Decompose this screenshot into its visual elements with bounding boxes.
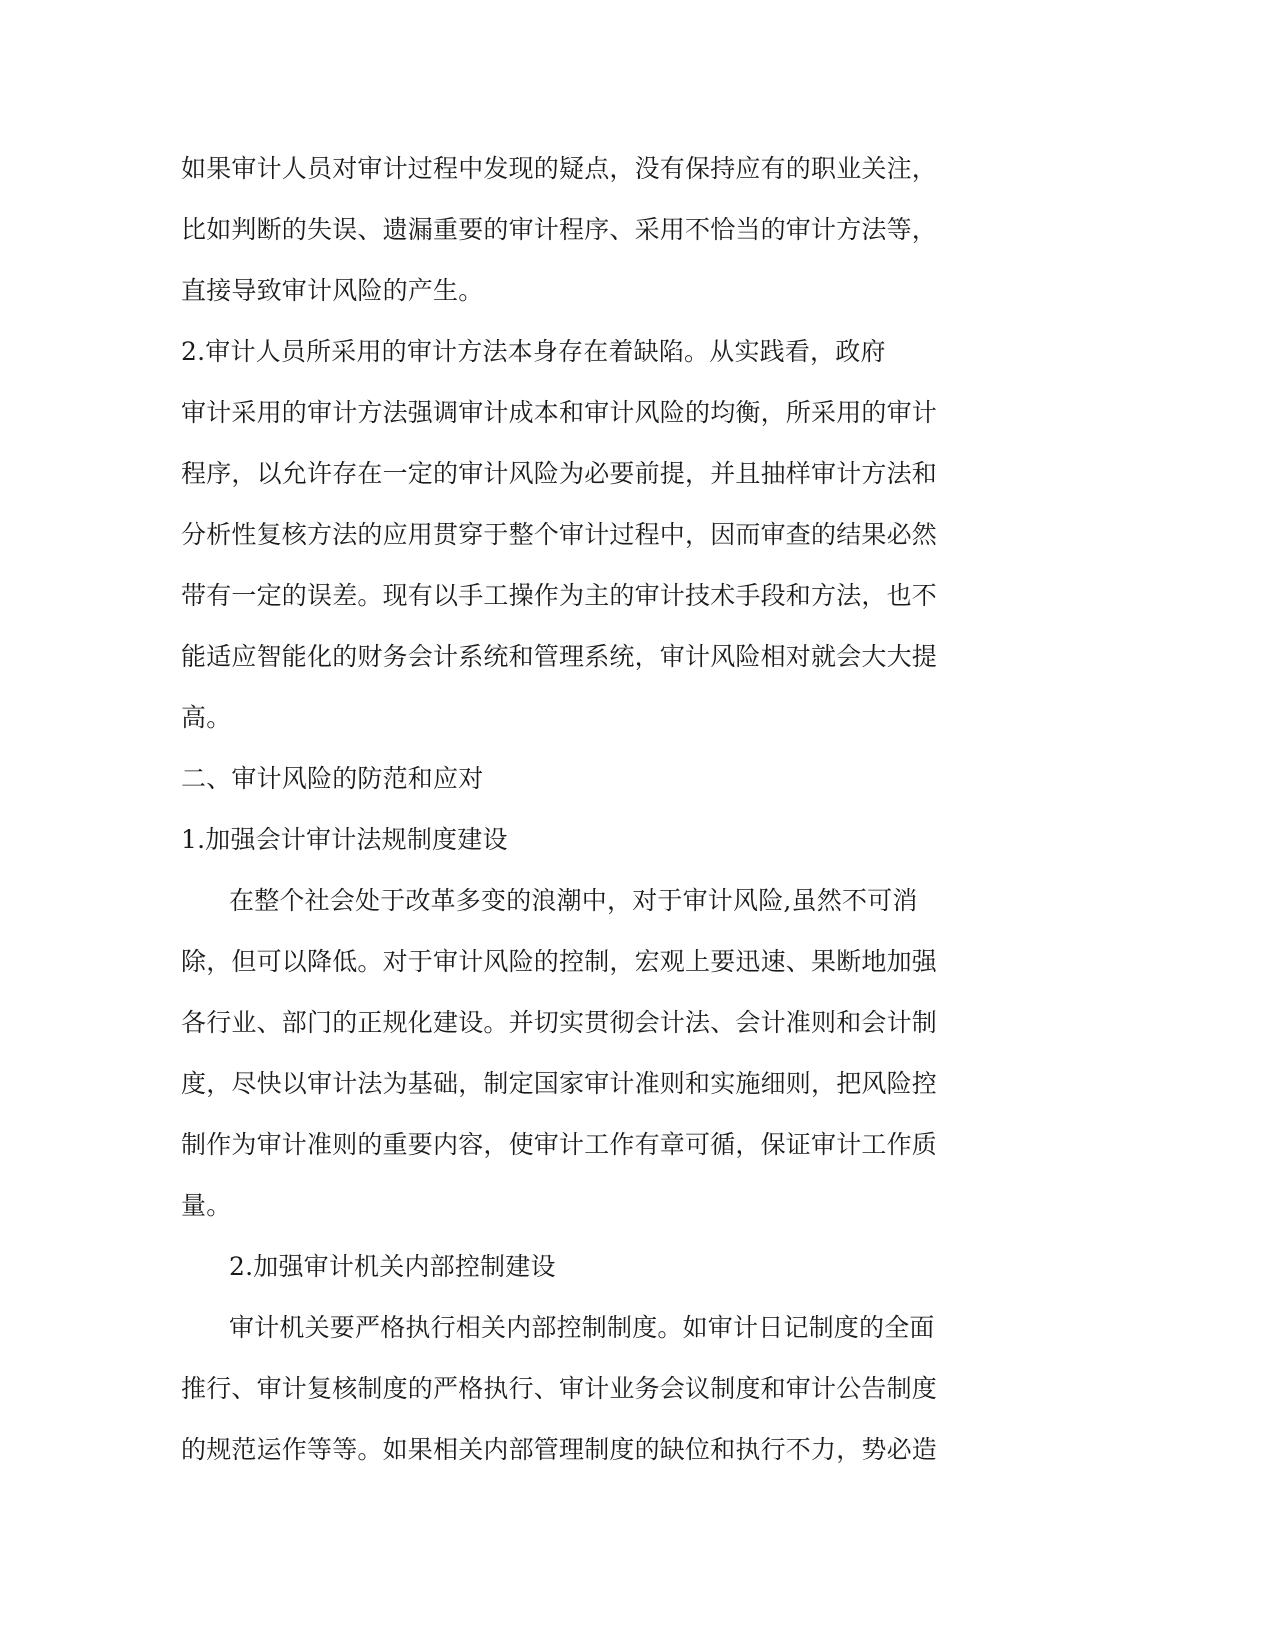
text-line: 量。: [181, 1191, 232, 1220]
text-line: 二、审计风险的防范和应对: [181, 764, 484, 793]
text-line: 审计采用的审计方法强调审计成本和审计风险的均衡，所采用的审计: [181, 398, 938, 427]
text-line: 的规范运作等等。如果相关内部管理制度的缺位和执行不力，势必造: [181, 1435, 938, 1464]
text-line: 2.审计人员所采用的审计方法本身存在着缺陷。从实践看，政府: [181, 337, 886, 366]
document-body: [181, 138, 941, 1480]
text-line: 制作为审计准则的重要内容，使审计工作有章可循，保证审计工作质: [181, 1130, 938, 1159]
text-line: 分析性复核方法的应用贯穿于整个审计过程中，因而审查的结果必然: [181, 520, 938, 549]
text-line: 高。: [181, 703, 232, 732]
text-line: 审计机关要严格执行相关内部控制制度。如审计日记制度的全面: [229, 1313, 935, 1342]
text-line: 推行、审计复核制度的严格执行、审计业务会议制度和审计公告制度: [181, 1374, 938, 1403]
text-line: 2.加强审计机关内部控制建设: [229, 1252, 556, 1281]
text-line: 直接导致审计风险的产生。: [181, 276, 484, 305]
text-line: 带有一定的误差。现有以手工操作为主的审计技术手段和方法，也不: [181, 581, 938, 610]
text-line: 比如判断的失误、遗漏重要的审计程序、采用不恰当的审计方法等，: [181, 215, 938, 244]
text-line: 除，但可以降低。对于审计风险的控制，宏观上要迅速、果断地加强: [181, 947, 938, 976]
text-line: 在整个社会处于改革多变的浪潮中，对于审计风险,虽然不可消: [229, 886, 918, 915]
text-line: 如果审计人员对审计过程中发现的疑点，没有保持应有的职业关注，: [181, 154, 938, 183]
text-line: 度，尽快以审计法为基础，制定国家审计准则和实施细则，把风险控: [181, 1069, 938, 1098]
text-line: 1.加强会计审计法规制度建设: [181, 825, 508, 854]
text-line: 能适应智能化的财务会计系统和管理系统，审计风险相对就会大大提: [181, 642, 938, 671]
text-line: 各行业、部门的正规化建设。并切实贯彻会计法、会计准则和会计制: [181, 1008, 938, 1037]
text-line: 程序，以允许存在一定的审计风险为必要前提，并且抽样审计方法和: [181, 459, 938, 488]
